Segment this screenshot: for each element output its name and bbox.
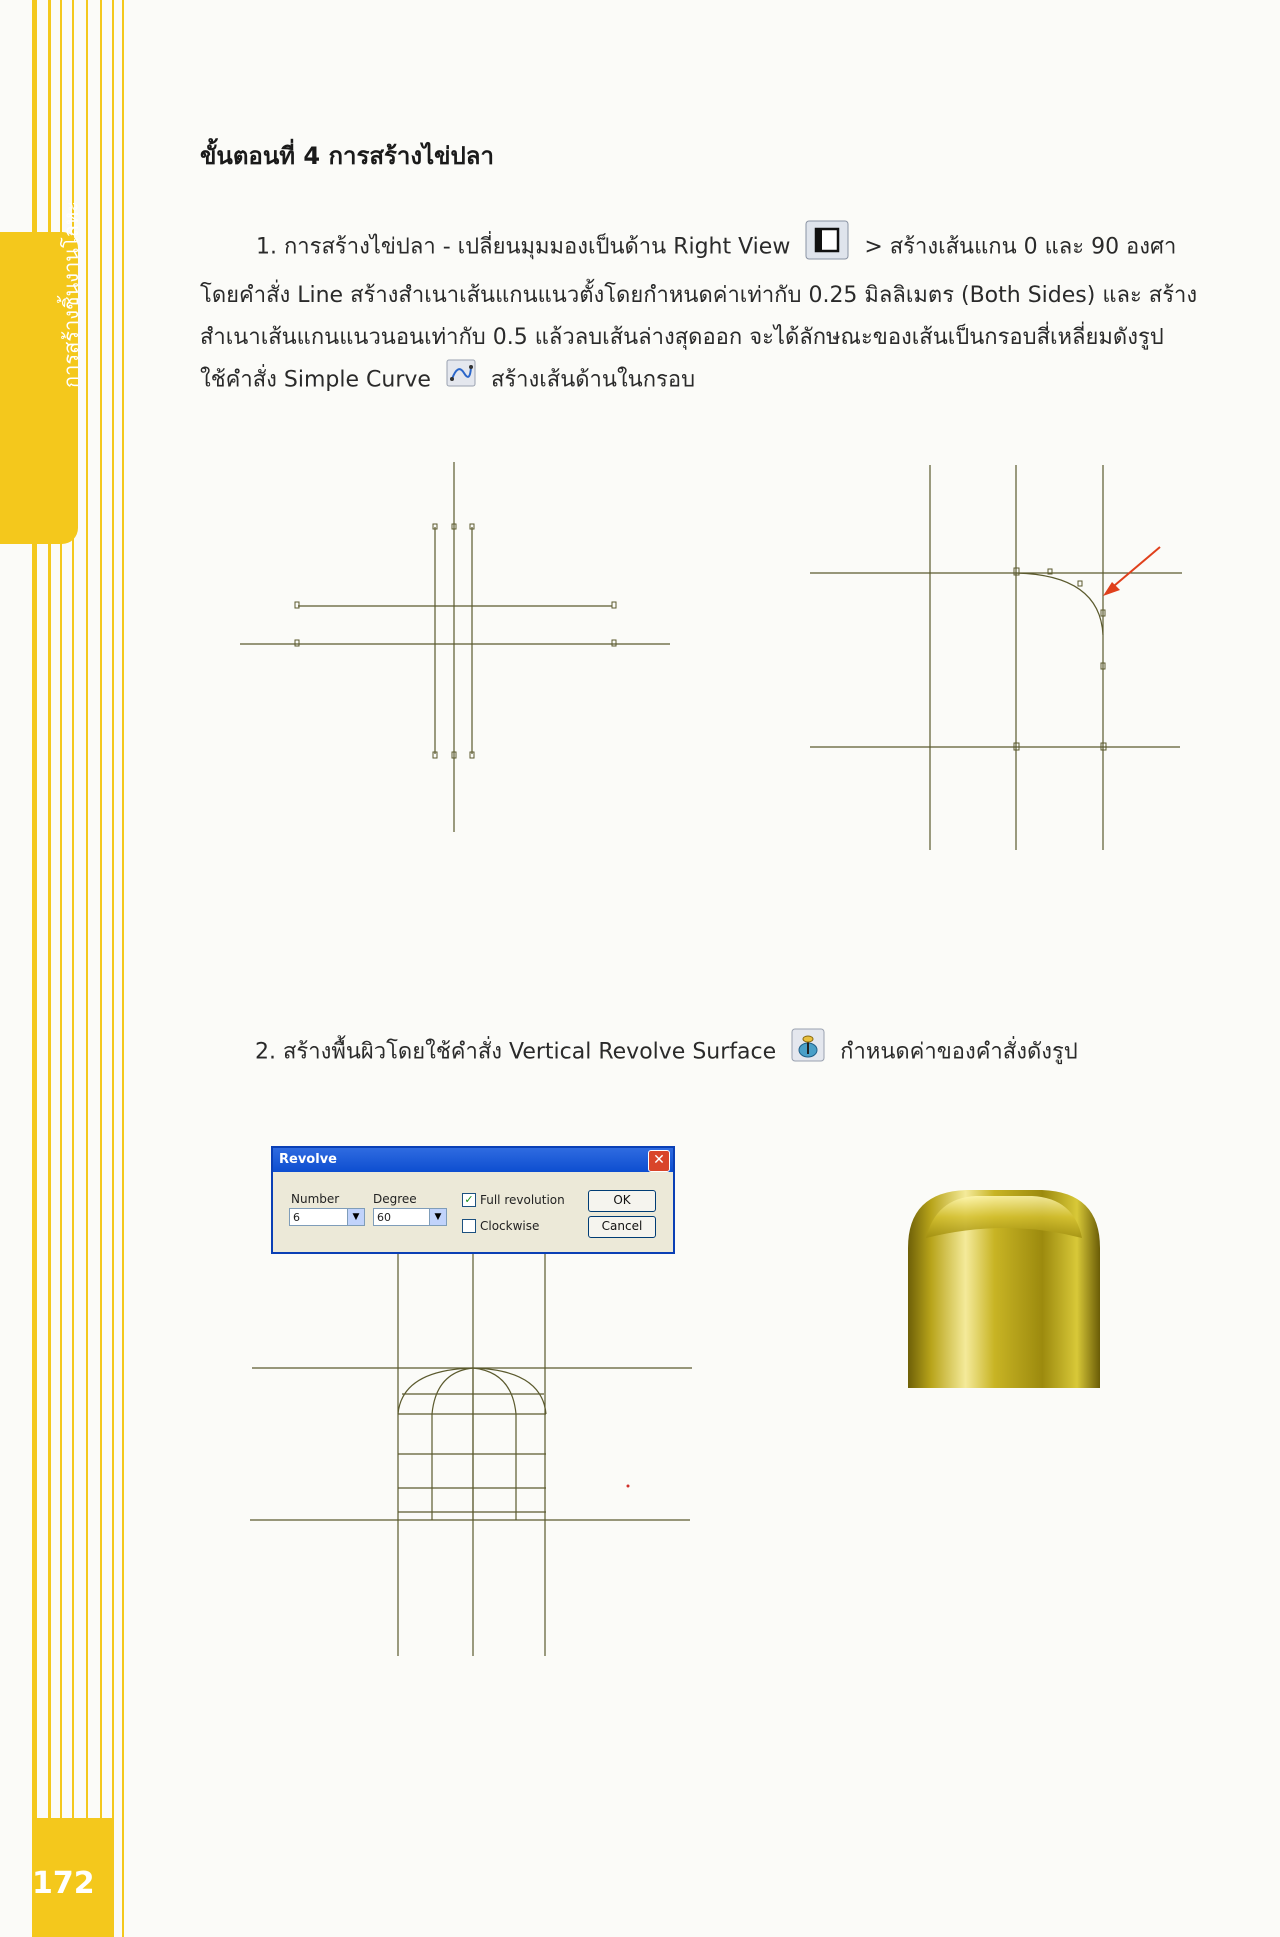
step1-text: สำเนาเส้นแกนแนวนอนเท่ากับ 0.5 แล้วลบเส้นล่างสุดออก จะได้ลักษณะของเส้นเป็นกรอบสี่เหลี่ยมดังรูป	[200, 325, 1164, 350]
close-icon[interactable]: ✕	[648, 1150, 670, 1172]
degree-value: 60	[377, 1211, 391, 1224]
step1-text: โดยคำสั่ง Line สร้างสำเนาเส้นแกนแนวตั้งโดยกำหนดค่าเท่ากับ 0.25 มิลลิเมตร (Both Sides) และ สร้าง	[200, 283, 1198, 308]
margin-stripe	[122, 0, 124, 1937]
margin-stripe	[112, 0, 114, 1937]
step2-text: 2. สร้างพื้นผิวโดยใช้คำสั่ง Vertical Revolve Surface	[255, 1039, 777, 1065]
full-revolution-checkbox[interactable]: ✓	[462, 1193, 476, 1207]
figure-revolve-wireframe	[250, 1254, 700, 1664]
cancel-button[interactable]: Cancel	[588, 1216, 656, 1238]
clockwise-checkbox[interactable]	[462, 1219, 476, 1233]
step1-paragraph	[200, 220, 1240, 402]
step2-text: กำหนดค่าของคำสั่งดังรูป	[840, 1039, 1078, 1065]
degree-label: Degree	[373, 1192, 417, 1206]
simple-curve-icon	[446, 359, 476, 402]
full-revolution-label: Full revolution	[480, 1193, 565, 1207]
section-heading: ขั้นตอนที่ 4 การสร้างไข่ปลา	[200, 142, 494, 170]
number-value: 6	[293, 1211, 300, 1224]
step1-text: ใช้คำสั่ง Simple Curve	[200, 367, 431, 393]
figure-curve-frame	[810, 465, 1190, 855]
chevron-down-icon[interactable]: ▼	[347, 1209, 364, 1225]
step2-paragraph	[255, 1028, 1235, 1077]
clockwise-label: Clockwise	[480, 1219, 540, 1233]
step1-text: สร้างเส้นด้านในกรอบ	[490, 367, 696, 393]
revolve-dialog	[271, 1146, 675, 1254]
dialog-titlebar	[273, 1148, 673, 1172]
dialog-title: Revolve	[279, 1152, 337, 1167]
degree-select[interactable]	[373, 1208, 447, 1226]
number-select[interactable]	[289, 1208, 365, 1226]
revolve-surface-icon	[791, 1028, 825, 1077]
right-view-icon	[805, 220, 849, 275]
margin-stripe	[100, 0, 102, 1937]
page-number: 172	[32, 1866, 95, 1901]
ok-button[interactable]: OK	[588, 1190, 656, 1212]
chapter-tab-label: การสร้างชิ้นงานโลหะ	[59, 201, 83, 388]
step1-text: 1. การสร้างไข่ปลา - เปลี่ยนมุมมองเป็นด้าน Right View	[256, 234, 791, 260]
figure-rendered-gold	[906, 1188, 1102, 1388]
step1-text: > สร้างเส้นแกน 0 และ 90 องศา	[864, 234, 1177, 260]
number-label: Number	[291, 1192, 340, 1206]
chevron-down-icon[interactable]: ▼	[429, 1209, 446, 1225]
figure-axis-lines	[240, 462, 680, 842]
